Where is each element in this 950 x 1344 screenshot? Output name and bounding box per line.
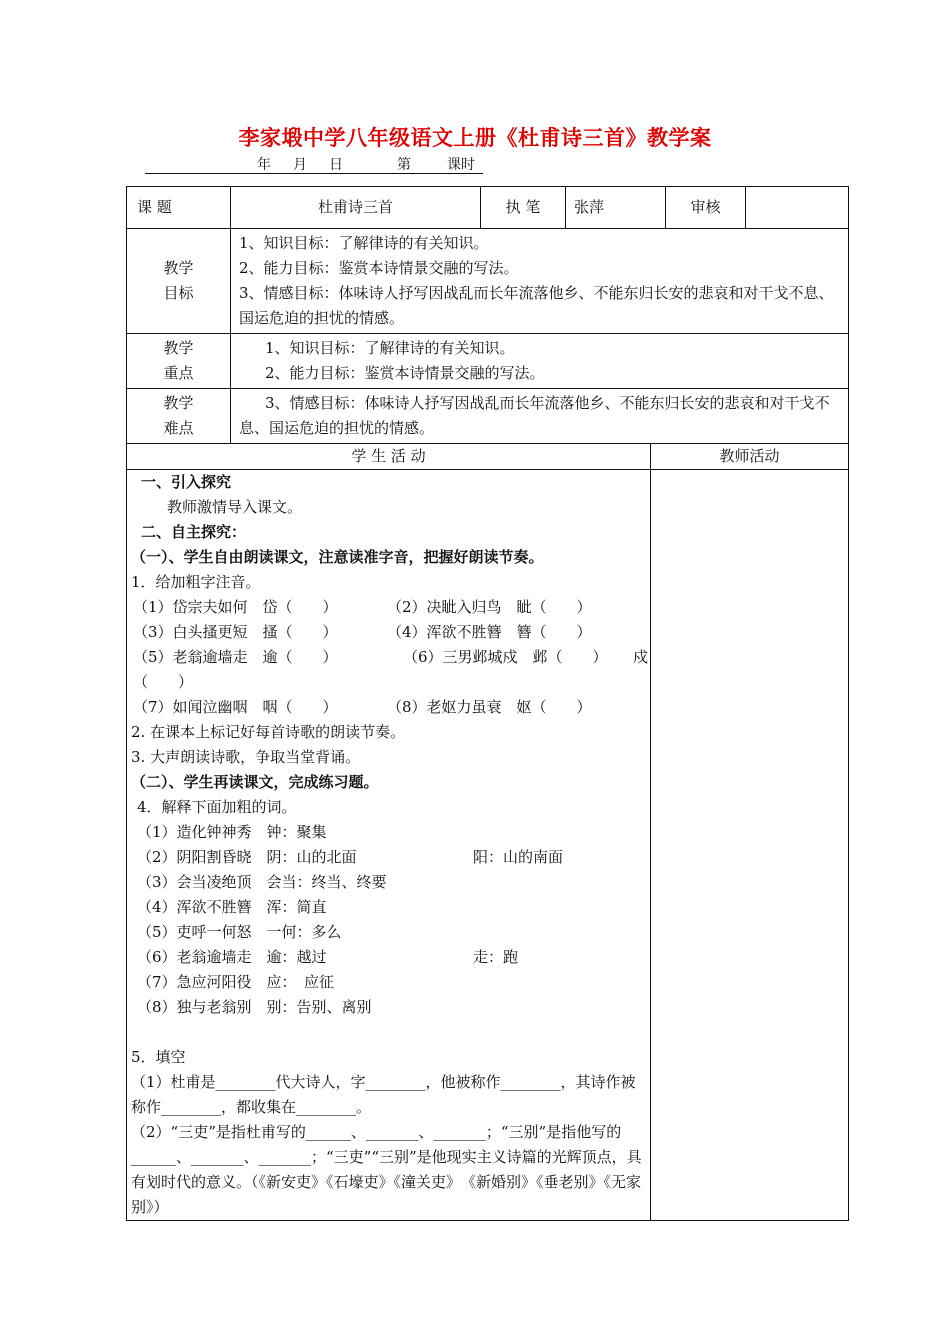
pinyin-row-3: （5）老翁逾墙走 逾（ ） （6）三男邺城戍 邺（ ） 戍	[133, 648, 649, 666]
pinyin-row-1: （1）岱宗夫如何 岱（ ） （2）决眦入归鸟 眦（ ）	[133, 598, 592, 616]
document-title: 李家塅中学八年级语文上册《杜甫诗三首》教学案	[238, 125, 712, 150]
definition-3: （3）会当凌绝顶 会当：终当、终要	[137, 873, 387, 891]
difficulty-row	[127, 389, 849, 444]
writer-label: 执 笔	[481, 187, 566, 229]
header-row	[127, 187, 849, 229]
definition-5: （5）吏呼一何怒 一何：多么	[137, 923, 342, 941]
activity-body-row	[127, 470, 849, 1221]
pinyin-row-2: （3）白头搔更短 搔（ ） （4）浑欲不胜簪 簪（ ）	[133, 623, 592, 641]
question-5: 5．填空	[131, 1048, 186, 1066]
topic-label: 课 题	[127, 187, 231, 229]
fill-blank-1: （1）杜甫是________代大诗人，字________，他被称作________，其诗作被称作________，都收集在________。	[131, 1073, 636, 1116]
difficulty-content: 3、情感目标：体味诗人抒写因战乱而长年流落他乡、不能东归长安的悲哀和对干戈不息、国运危迫的担忧的情感。	[231, 389, 849, 444]
definition-1: （1）造化钟神秀 钟：聚集	[137, 823, 327, 841]
definition-7: （7）急应河阳役 应： 应征	[137, 973, 335, 991]
subsection-1-heading: （一）、学生自由朗读课文，注意读准字音，把握好朗读节奏。	[131, 548, 544, 566]
subsection-2-heading: （二）、学生再读课文，完成练习题。	[131, 773, 379, 791]
review-label: 审核	[666, 187, 746, 229]
topic-value: 杜甫诗三首	[231, 187, 481, 229]
review-value	[746, 187, 849, 229]
focus-row	[127, 334, 849, 389]
pinyin-row-4: （7）如闻泣幽咽 咽（ ） （8）老妪力虽衰 妪（ ）	[133, 698, 592, 716]
date-month: 月	[293, 157, 307, 173]
difficulty-label: 教学 难点	[127, 389, 231, 444]
definition-6: （6）老翁逾墙走 逾：越过 走：跑	[137, 948, 519, 966]
student-activity-header: 学 生 活 动	[127, 444, 651, 470]
date-line	[145, 153, 483, 174]
teacher-activity-content	[651, 470, 849, 1221]
question-4: 4．解释下面加粗的词。	[137, 798, 297, 816]
definition-8: （8）独与老翁别 别：告别、离别	[137, 998, 372, 1016]
student-activity-content	[127, 470, 651, 1221]
section-2-heading: 二、自主探究：	[141, 523, 247, 541]
goals-label: 教学 目标	[127, 229, 231, 334]
section-1-text: 教师激情导入课文。	[167, 498, 303, 516]
question-3: 3. 大声朗读诗歌，争取当堂背诵。	[131, 748, 361, 766]
date-day: 日	[329, 157, 343, 173]
definition-4: （4）浑欲不胜簪 浑：简直	[137, 898, 327, 916]
goals-row	[127, 229, 849, 334]
date-di: 第	[397, 157, 411, 173]
goals-content: 1、知识目标：了解律诗的有关知识。 2、能力目标：鉴赏本诗情景交融的写法。 3、情感目标：体味诗人抒写因战乱而长年流落他乡、不能东归长安的悲哀和对干戈不息、国运危迫的担忧的情感。	[231, 229, 849, 334]
question-2: 2. 在课本上标记好每首诗歌的朗读节奏。	[131, 723, 406, 741]
pinyin-row-3b: （ ）	[133, 673, 194, 691]
focus-label: 教学 重点	[127, 334, 231, 389]
question-1: 1．给加粗字注音。	[131, 573, 261, 591]
writer-value: 张萍	[566, 187, 666, 229]
date-year: 年	[257, 157, 271, 173]
section-1-heading: 一、引入探究	[141, 473, 232, 491]
date-keshi: 课时	[447, 157, 475, 173]
fill-blank-2: （2）“三吏”是指杜甫写的______、_______、_______；“三别”是指他写的______、_______、_______；“三吏”“三别”是他现实主义诗篇的光辉顶点，具有划时代的意义。（《新安吏》《石壕吏》《潼关吏》 《新婚别》《垂老别》《无家别》）	[131, 1123, 642, 1216]
activity-header-row	[127, 444, 849, 470]
teacher-activity-header: 教师活动	[651, 444, 849, 470]
definition-2: （2）阴阳割昏晓 阴：山的北面 阳：山的南面	[137, 848, 564, 866]
focus-content: 1、知识目标：了解律诗的有关知识。 2、能力目标：鉴赏本诗情景交融的写法。	[231, 334, 849, 389]
lesson-plan-table	[126, 186, 849, 1221]
